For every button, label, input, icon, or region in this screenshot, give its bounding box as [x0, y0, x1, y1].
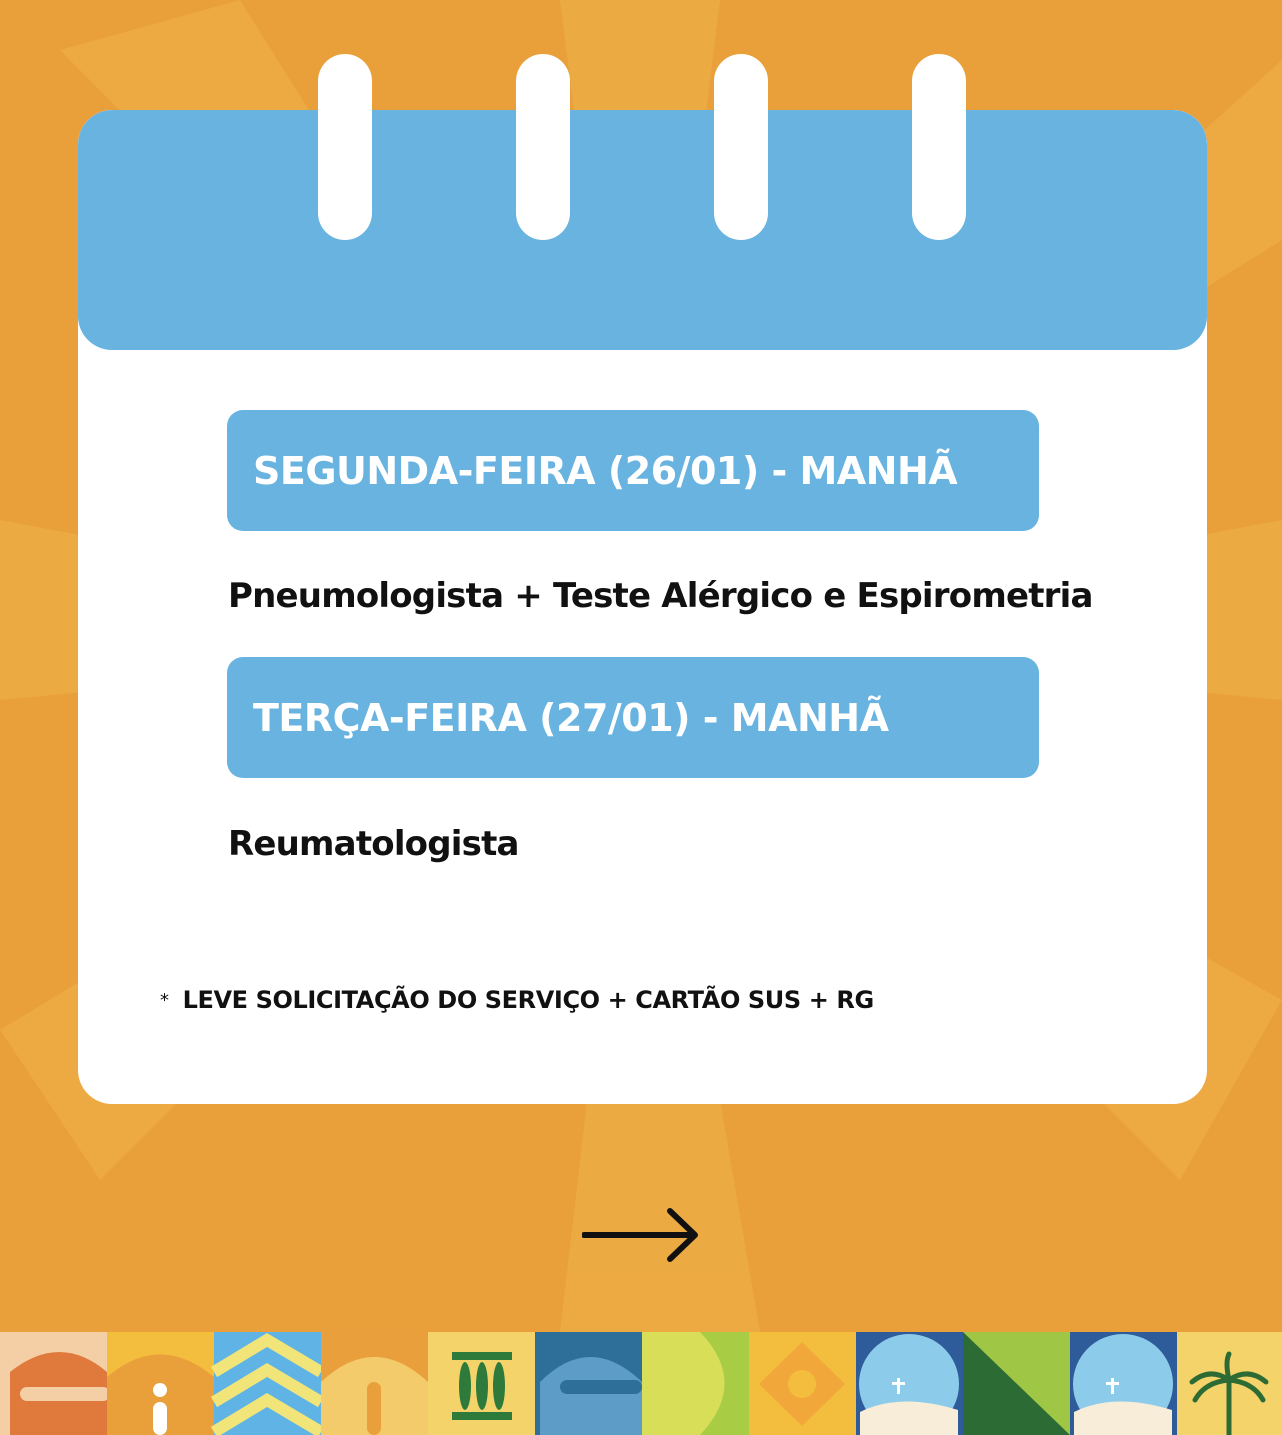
requirements-note: [160, 986, 874, 1014]
calendar-ring: [714, 54, 768, 240]
calendar-header: [78, 110, 1207, 350]
note-marker: *: [160, 989, 169, 1011]
specialty-tuesday: Reumatologista: [228, 824, 519, 864]
decorative-footer-strip: [0, 1332, 1282, 1435]
calendar-card: [78, 110, 1207, 1104]
arrow-right-icon[interactable]: [582, 1205, 700, 1265]
note-text: LEVE SOLICITAÇÃO DO SERVIÇO + CARTÃO SUS + RG: [182, 986, 874, 1014]
calendar-ring: [516, 54, 570, 240]
calendar-ring: [912, 54, 966, 240]
day-badge-tuesday: TERÇA-FEIRA (27/01) - MANHÃ: [227, 657, 1039, 778]
specialty-monday: Pneumologista + Teste Alérgico e Espirometria: [228, 576, 1093, 616]
day-badge-monday: SEGUNDA-FEIRA (26/01) - MANHÃ: [227, 410, 1039, 531]
calendar-ring: [318, 54, 372, 240]
